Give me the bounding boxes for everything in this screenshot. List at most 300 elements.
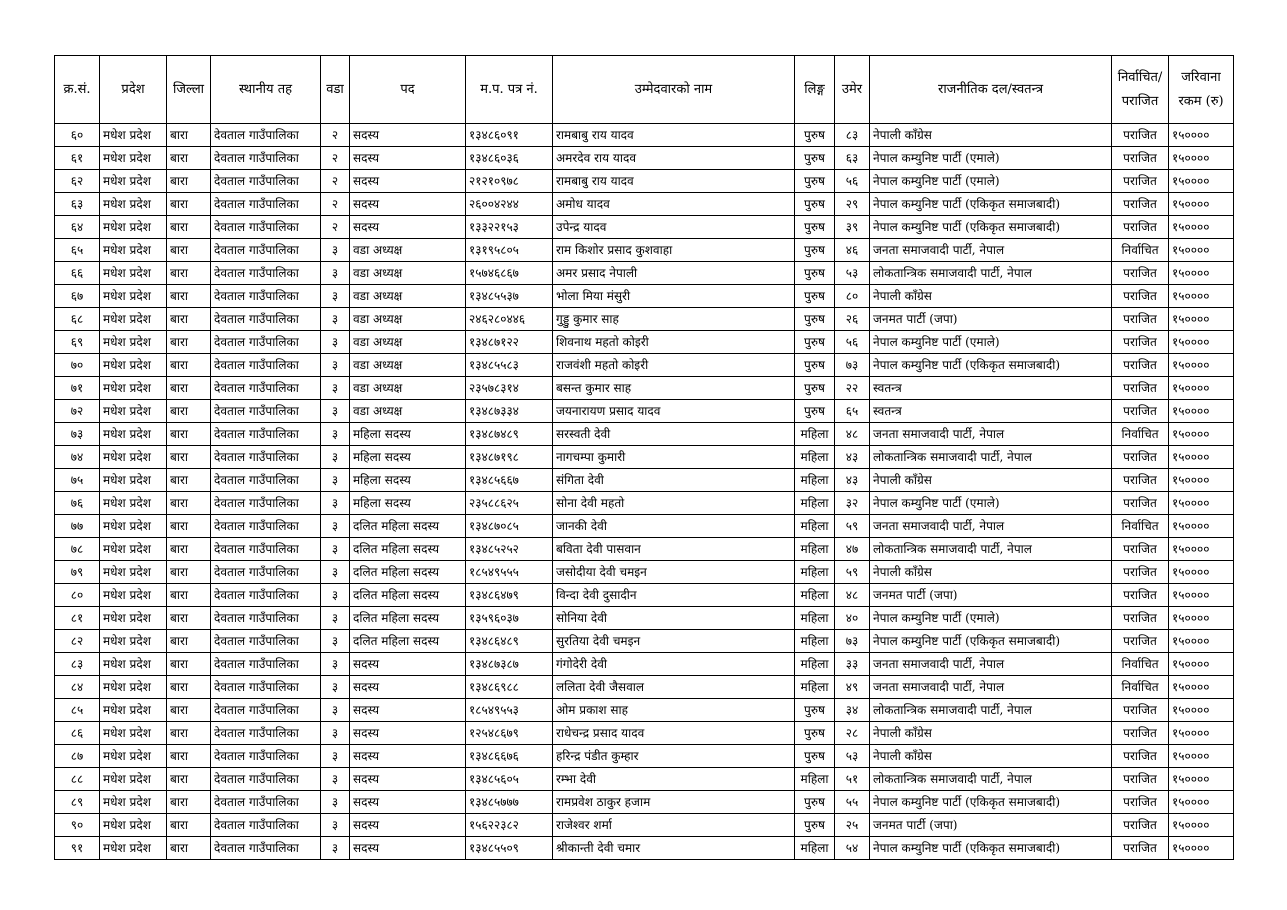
cell-serial: ७९: [55, 561, 100, 584]
cell-fine-amount: १५००००: [1169, 400, 1234, 423]
cell-candidate-name: सुरतिया देवी चमइन: [553, 630, 795, 653]
cell-fine-amount: १५००००: [1169, 147, 1234, 170]
cell-local-level: देवताल गाउँपालिका: [211, 630, 321, 653]
cell-fine-amount: १५००००: [1169, 837, 1234, 860]
cell-local-level: देवताल गाउँपालिका: [211, 745, 321, 768]
cell-ward: २: [321, 216, 350, 239]
cell-age: ३९: [835, 216, 870, 239]
cell-local-level: देवताल गाउँपालिका: [211, 653, 321, 676]
column-header-gender: लिङ्ग: [795, 56, 835, 124]
cell-ward: ३: [321, 630, 350, 653]
cell-party: नेपाल कम्युनिष्ट पार्टी (एमाले): [870, 607, 1112, 630]
cell-fine-amount: १५००००: [1169, 193, 1234, 216]
cell-district: बारा: [167, 768, 211, 791]
cell-gender: महिला: [795, 676, 835, 699]
cell-result: पराजित: [1112, 124, 1169, 147]
cell-fine-amount: १५००००: [1169, 308, 1234, 331]
cell-local-level: देवताल गाउँपालिका: [211, 791, 321, 814]
cell-serial: ८९: [55, 791, 100, 814]
cell-ballot-number: १३४८७१२२: [466, 331, 553, 354]
cell-ward: ३: [321, 791, 350, 814]
cell-fine-amount: १५००००: [1169, 216, 1234, 239]
table-row: [55, 170, 1234, 193]
cell-post: सदस्य: [350, 170, 466, 193]
cell-serial: ८४: [55, 676, 100, 699]
cell-age: ५४: [835, 837, 870, 860]
cell-serial: ८१: [55, 607, 100, 630]
cell-age: ५३: [835, 745, 870, 768]
cell-serial: ६२: [55, 170, 100, 193]
cell-gender: पुरुष: [795, 216, 835, 239]
cell-result: पराजित: [1112, 354, 1169, 377]
cell-ballot-number: १३४८६०९१: [466, 124, 553, 147]
cell-district: बारा: [167, 239, 211, 262]
cell-age: ३३: [835, 653, 870, 676]
cell-province: मधेश प्रदेश: [100, 446, 167, 469]
cell-local-level: देवताल गाउँपालिका: [211, 561, 321, 584]
cell-candidate-name: रम्भा देवी: [553, 768, 795, 791]
cell-province: मधेश प्रदेश: [100, 515, 167, 538]
cell-local-level: देवताल गाउँपालिका: [211, 308, 321, 331]
cell-gender: पुरुष: [795, 400, 835, 423]
column-header-province: प्रदेश: [100, 56, 167, 124]
cell-local-level: देवताल गाउँपालिका: [211, 193, 321, 216]
cell-party: नेपाली काँग्रेस: [870, 285, 1112, 308]
cell-candidate-name: राजवंशी महतो कोइरी: [553, 354, 795, 377]
column-header-party: राजनीतिक दल/स्वतन्त्र: [870, 56, 1112, 124]
cell-district: बारा: [167, 423, 211, 446]
cell-ward: ३: [321, 607, 350, 630]
cell-fine-amount: १५००००: [1169, 469, 1234, 492]
cell-gender: महिला: [795, 469, 835, 492]
cell-result: पराजित: [1112, 492, 1169, 515]
cell-local-level: देवताल गाउँपालिका: [211, 607, 321, 630]
cell-district: बारा: [167, 492, 211, 515]
cell-ward: ३: [321, 768, 350, 791]
cell-age: २६: [835, 308, 870, 331]
cell-local-level: देवताल गाउँपालिका: [211, 216, 321, 239]
cell-serial: ७०: [55, 354, 100, 377]
cell-party: जनता समाजवादी पार्टी, नेपाल: [870, 515, 1112, 538]
column-header-fine-amount: जरिवाना रकम (रु): [1169, 56, 1234, 124]
table-row: [55, 193, 1234, 216]
cell-province: मधेश प्रदेश: [100, 492, 167, 515]
cell-ballot-number: १३४८७०८५: [466, 515, 553, 538]
cell-ward: २: [321, 193, 350, 216]
cell-result: पराजित: [1112, 814, 1169, 837]
cell-district: बारा: [167, 561, 211, 584]
cell-province: मधेश प्रदेश: [100, 239, 167, 262]
cell-candidate-name: जयनारायण प्रसाद यादव: [553, 400, 795, 423]
cell-post: वडा अध्यक्ष: [350, 239, 466, 262]
cell-result: निर्वाचित: [1112, 515, 1169, 538]
cell-serial: ६८: [55, 308, 100, 331]
cell-province: मधेश प्रदेश: [100, 653, 167, 676]
table-row: [55, 354, 1234, 377]
cell-post: महिला सदस्य: [350, 492, 466, 515]
cell-fine-amount: १५००००: [1169, 768, 1234, 791]
cell-gender: पुरुष: [795, 193, 835, 216]
cell-province: मधेश प्रदेश: [100, 791, 167, 814]
cell-serial: ६३: [55, 193, 100, 216]
table-row: [55, 147, 1234, 170]
cell-serial: ९०: [55, 814, 100, 837]
cell-province: मधेश प्रदेश: [100, 630, 167, 653]
cell-result: पराजित: [1112, 308, 1169, 331]
cell-serial: ७७: [55, 515, 100, 538]
table-row: [55, 492, 1234, 515]
table-body: [55, 124, 1234, 860]
cell-candidate-name: बसन्त कुमार साह: [553, 377, 795, 400]
cell-age: ३४: [835, 699, 870, 722]
cell-district: बारा: [167, 515, 211, 538]
table-row: [55, 837, 1234, 860]
cell-serial: ६०: [55, 124, 100, 147]
cell-fine-amount: १५००००: [1169, 285, 1234, 308]
cell-fine-amount: १५००००: [1169, 745, 1234, 768]
cell-district: बारा: [167, 538, 211, 561]
cell-party: लोकतान्त्रिक समाजवादी पार्टी, नेपाल: [870, 768, 1112, 791]
cell-candidate-name: हरिन्द्र पंडीत कुम्हार: [553, 745, 795, 768]
cell-post: दलित महिला सदस्य: [350, 607, 466, 630]
cell-ward: ३: [321, 262, 350, 285]
cell-district: बारा: [167, 285, 211, 308]
cell-ward: ३: [321, 837, 350, 860]
cell-candidate-name: उपेन्द्र यादव: [553, 216, 795, 239]
cell-result: निर्वाचित: [1112, 423, 1169, 446]
cell-district: बारा: [167, 354, 211, 377]
cell-province: मधेश प्रदेश: [100, 170, 167, 193]
table-header: [55, 56, 1234, 124]
cell-age: २९: [835, 193, 870, 216]
table-row: [55, 630, 1234, 653]
cell-ballot-number: १५७४६८६७: [466, 262, 553, 285]
cell-result: पराजित: [1112, 745, 1169, 768]
cell-gender: महिला: [795, 561, 835, 584]
cell-result: पराजित: [1112, 768, 1169, 791]
cell-ballot-number: १३४८५६०५: [466, 768, 553, 791]
cell-local-level: देवताल गाउँपालिका: [211, 446, 321, 469]
table-row: [55, 216, 1234, 239]
table-row: [55, 124, 1234, 147]
cell-age: ४०: [835, 607, 870, 630]
cell-result: निर्वाचित: [1112, 239, 1169, 262]
cell-party: जनमत पार्टी (जपा): [870, 308, 1112, 331]
cell-candidate-name: जानकी देवी: [553, 515, 795, 538]
cell-candidate-name: गंगोदेरी देवी: [553, 653, 795, 676]
table-row: [55, 561, 1234, 584]
cell-gender: पुरुष: [795, 745, 835, 768]
cell-province: मधेश प्रदेश: [100, 676, 167, 699]
column-header-candidate-name: उम्मेदवारको नाम: [553, 56, 795, 124]
cell-candidate-name: सोनिया देवी: [553, 607, 795, 630]
header-row: [55, 56, 1234, 124]
cell-local-level: देवताल गाउँपालिका: [211, 170, 321, 193]
cell-province: मधेश प्रदेश: [100, 354, 167, 377]
cell-gender: महिला: [795, 630, 835, 653]
cell-ballot-number: १३४८५५०९: [466, 837, 553, 860]
cell-local-level: देवताल गाउँपालिका: [211, 147, 321, 170]
cell-candidate-name: जसोदीया देवी चमइन: [553, 561, 795, 584]
cell-ballot-number: १३३२२१५३: [466, 216, 553, 239]
cell-ward: ३: [321, 308, 350, 331]
cell-serial: ७१: [55, 377, 100, 400]
cell-candidate-name: गुड्डु कुमार साह: [553, 308, 795, 331]
cell-ward: ३: [321, 561, 350, 584]
cell-party: स्वतन्त्र: [870, 400, 1112, 423]
cell-post: वडा अध्यक्ष: [350, 331, 466, 354]
cell-candidate-name: अमरदेव राय यादव: [553, 147, 795, 170]
table-row: [55, 607, 1234, 630]
cell-candidate-name: सरस्वती देवी: [553, 423, 795, 446]
cell-post: वडा अध्यक्ष: [350, 400, 466, 423]
cell-fine-amount: १५००००: [1169, 331, 1234, 354]
cell-age: ४९: [835, 676, 870, 699]
cell-province: मधेश प्रदेश: [100, 814, 167, 837]
cell-ballot-number: १३४८६४७९: [466, 584, 553, 607]
cell-fine-amount: १५००००: [1169, 722, 1234, 745]
cell-province: मधेश प्रदेश: [100, 745, 167, 768]
cell-age: ४८: [835, 423, 870, 446]
cell-serial: ६६: [55, 262, 100, 285]
cell-ballot-number: १३५९६०३७: [466, 607, 553, 630]
cell-serial: ८५: [55, 699, 100, 722]
cell-age: ८०: [835, 285, 870, 308]
cell-ballot-number: १३४८५७७७: [466, 791, 553, 814]
table-row: [55, 331, 1234, 354]
cell-result: निर्वाचित: [1112, 676, 1169, 699]
cell-ward: ३: [321, 400, 350, 423]
cell-ballot-number: १३४८७४८९: [466, 423, 553, 446]
cell-candidate-name: रामबाबु राय यादव: [553, 124, 795, 147]
cell-ballot-number: १३४८६०३६: [466, 147, 553, 170]
table-row: [55, 791, 1234, 814]
cell-ballot-number: २६००४२४४: [466, 193, 553, 216]
cell-party: नेपाल कम्युनिष्ट पार्टी (एमाले): [870, 331, 1112, 354]
cell-age: ५५: [835, 791, 870, 814]
cell-candidate-name: अमोध यादव: [553, 193, 795, 216]
cell-party: नेपाल कम्युनिष्ट पार्टी (एकिकृत समाजबादी): [870, 630, 1112, 653]
cell-local-level: देवताल गाउँपालिका: [211, 584, 321, 607]
cell-province: मधेश प्रदेश: [100, 699, 167, 722]
cell-ward: ३: [321, 469, 350, 492]
cell-party: नेपाल कम्युनिष्ट पार्टी (एकिकृत समाजबादी): [870, 837, 1112, 860]
cell-fine-amount: १५००००: [1169, 699, 1234, 722]
cell-result: पराजित: [1112, 216, 1169, 239]
cell-local-level: देवताल गाउँपालिका: [211, 400, 321, 423]
cell-fine-amount: १५००००: [1169, 515, 1234, 538]
cell-result: पराजित: [1112, 561, 1169, 584]
cell-gender: पुरुष: [795, 124, 835, 147]
cell-province: मधेश प्रदेश: [100, 147, 167, 170]
cell-gender: महिला: [795, 538, 835, 561]
cell-post: सदस्य: [350, 791, 466, 814]
cell-ward: ३: [321, 377, 350, 400]
cell-fine-amount: १५००००: [1169, 561, 1234, 584]
cell-candidate-name: शिवनाथ महतो कोइरी: [553, 331, 795, 354]
table-row: [55, 676, 1234, 699]
cell-ward: ३: [321, 814, 350, 837]
cell-ward: ३: [321, 653, 350, 676]
cell-district: बारा: [167, 446, 211, 469]
cell-post: सदस्य: [350, 193, 466, 216]
cell-result: पराजित: [1112, 147, 1169, 170]
cell-fine-amount: १५००००: [1169, 354, 1234, 377]
column-header-ward: वडा: [321, 56, 350, 124]
cell-province: मधेश प्रदेश: [100, 331, 167, 354]
column-header-serial: क्र.सं.: [55, 56, 100, 124]
cell-age: ५९: [835, 515, 870, 538]
cell-party: नेपाल कम्युनिष्ट पार्टी (एकिकृत समाजबादी): [870, 791, 1112, 814]
cell-province: मधेश प्रदेश: [100, 561, 167, 584]
cell-ward: ३: [321, 354, 350, 377]
cell-candidate-name: राजेश्वर शर्मा: [553, 814, 795, 837]
cell-gender: पुरुष: [795, 791, 835, 814]
cell-ballot-number: १८५४९५५३: [466, 699, 553, 722]
table-row: [55, 814, 1234, 837]
cell-fine-amount: १५००००: [1169, 492, 1234, 515]
cell-ward: ३: [321, 446, 350, 469]
cell-local-level: देवताल गाउँपालिका: [211, 837, 321, 860]
cell-gender: पुरुष: [795, 308, 835, 331]
cell-local-level: देवताल गाउँपालिका: [211, 469, 321, 492]
cell-party: नेपाल कम्युनिष्ट पार्टी (एकिकृत समाजबादी): [870, 354, 1112, 377]
cell-district: बारा: [167, 216, 211, 239]
cell-gender: पुरुष: [795, 699, 835, 722]
cell-result: पराजित: [1112, 377, 1169, 400]
cell-province: मधेश प्रदेश: [100, 308, 167, 331]
cell-district: बारा: [167, 814, 211, 837]
cell-fine-amount: १५००००: [1169, 239, 1234, 262]
cell-fine-amount: १५००००: [1169, 423, 1234, 446]
cell-local-level: देवताल गाउँपालिका: [211, 423, 321, 446]
cell-post: दलित महिला सदस्य: [350, 515, 466, 538]
cell-ballot-number: १२५४८६७९: [466, 722, 553, 745]
cell-local-level: देवताल गाउँपालिका: [211, 538, 321, 561]
cell-local-level: देवताल गाउँपालिका: [211, 515, 321, 538]
cell-serial: ७४: [55, 446, 100, 469]
cell-age: ५६: [835, 170, 870, 193]
cell-candidate-name: नागचम्पा कुमारी: [553, 446, 795, 469]
cell-result: पराजित: [1112, 446, 1169, 469]
cell-serial: ८८: [55, 768, 100, 791]
cell-party: लोकतान्त्रिक समाजवादी पार्टी, नेपाल: [870, 262, 1112, 285]
cell-ballot-number: १३४८६४८९: [466, 630, 553, 653]
cell-ballot-number: १३१९५८०५: [466, 239, 553, 262]
cell-party: नेपाल कम्युनिष्ट पार्टी (एमाले): [870, 147, 1112, 170]
cell-ballot-number: १३४८५२५२: [466, 538, 553, 561]
cell-local-level: देवताल गाउँपालिका: [211, 331, 321, 354]
cell-district: बारा: [167, 745, 211, 768]
cell-district: बारा: [167, 630, 211, 653]
cell-post: सदस्य: [350, 147, 466, 170]
cell-fine-amount: १५००००: [1169, 607, 1234, 630]
column-header-local-level: स्थानीय तह: [211, 56, 321, 124]
cell-post: सदस्य: [350, 653, 466, 676]
cell-candidate-name: राधेचन्द्र प्रसाद यादव: [553, 722, 795, 745]
table-row: [55, 515, 1234, 538]
cell-post: सदस्य: [350, 124, 466, 147]
cell-post: दलित महिला सदस्य: [350, 584, 466, 607]
cell-party: जनमत पार्टी (जपा): [870, 814, 1112, 837]
cell-province: मधेश प्रदेश: [100, 423, 167, 446]
cell-party: जनता समाजवादी पार्टी, नेपाल: [870, 676, 1112, 699]
cell-candidate-name: अमर प्रसाद नेपाली: [553, 262, 795, 285]
cell-post: महिला सदस्य: [350, 469, 466, 492]
cell-age: ५१: [835, 768, 870, 791]
cell-age: ४८: [835, 584, 870, 607]
table-row: [55, 262, 1234, 285]
cell-candidate-name: भोला मिया मंसुरी: [553, 285, 795, 308]
cell-gender: पुरुष: [795, 377, 835, 400]
cell-result: पराजित: [1112, 285, 1169, 308]
cell-party: नेपाली काँग्रेस: [870, 722, 1112, 745]
cell-serial: ७६: [55, 492, 100, 515]
cell-district: बारा: [167, 331, 211, 354]
column-header-age: उमेर: [835, 56, 870, 124]
cell-party: लोकतान्त्रिक समाजवादी पार्टी, नेपाल: [870, 538, 1112, 561]
cell-candidate-name: रामबाबु राय यादव: [553, 170, 795, 193]
cell-serial: ६९: [55, 331, 100, 354]
cell-local-level: देवताल गाउँपालिका: [211, 239, 321, 262]
table-row: [55, 400, 1234, 423]
cell-province: मधेश प्रदेश: [100, 837, 167, 860]
cell-post: दलित महिला सदस्य: [350, 630, 466, 653]
cell-result: पराजित: [1112, 607, 1169, 630]
cell-fine-amount: १५००००: [1169, 791, 1234, 814]
cell-local-level: देवताल गाउँपालिका: [211, 768, 321, 791]
table-row: [55, 377, 1234, 400]
cell-ballot-number: २१२१०९७८: [466, 170, 553, 193]
cell-post: दलित महिला सदस्य: [350, 538, 466, 561]
cell-local-level: देवताल गाउँपालिका: [211, 699, 321, 722]
cell-age: ४३: [835, 469, 870, 492]
cell-post: वडा अध्यक्ष: [350, 262, 466, 285]
cell-serial: ९१: [55, 837, 100, 860]
column-header-post: पद: [350, 56, 466, 124]
table-row: [55, 722, 1234, 745]
cell-district: बारा: [167, 262, 211, 285]
cell-party: नेपाली काँग्रेस: [870, 745, 1112, 768]
cell-province: मधेश प्रदेश: [100, 124, 167, 147]
cell-district: बारा: [167, 722, 211, 745]
cell-age: ३२: [835, 492, 870, 515]
cell-gender: पुरुष: [795, 239, 835, 262]
cell-ward: ३: [321, 515, 350, 538]
cell-province: मधेश प्रदेश: [100, 285, 167, 308]
cell-fine-amount: १५००००: [1169, 584, 1234, 607]
cell-post: वडा अध्यक्ष: [350, 308, 466, 331]
cell-party: जनता समाजवादी पार्टी, नेपाल: [870, 423, 1112, 446]
cell-age: ५६: [835, 331, 870, 354]
cell-post: वडा अध्यक्ष: [350, 377, 466, 400]
cell-post: महिला सदस्य: [350, 446, 466, 469]
cell-province: मधेश प्रदेश: [100, 193, 167, 216]
cell-serial: ६५: [55, 239, 100, 262]
cell-age: ८३: [835, 124, 870, 147]
cell-ward: ३: [321, 331, 350, 354]
column-header-ballot-number: म.प. पत्र नं.: [466, 56, 553, 124]
cell-gender: पुरुष: [795, 285, 835, 308]
cell-local-level: देवताल गाउँपालिका: [211, 492, 321, 515]
cell-post: सदस्य: [350, 814, 466, 837]
cell-ward: २: [321, 147, 350, 170]
cell-ward: ३: [321, 423, 350, 446]
cell-fine-amount: १५००००: [1169, 814, 1234, 837]
cell-candidate-name: सोना देवी महतो: [553, 492, 795, 515]
cell-candidate-name: ललिता देवी जैसवाल: [553, 676, 795, 699]
cell-ballot-number: १३४८५५३७: [466, 285, 553, 308]
